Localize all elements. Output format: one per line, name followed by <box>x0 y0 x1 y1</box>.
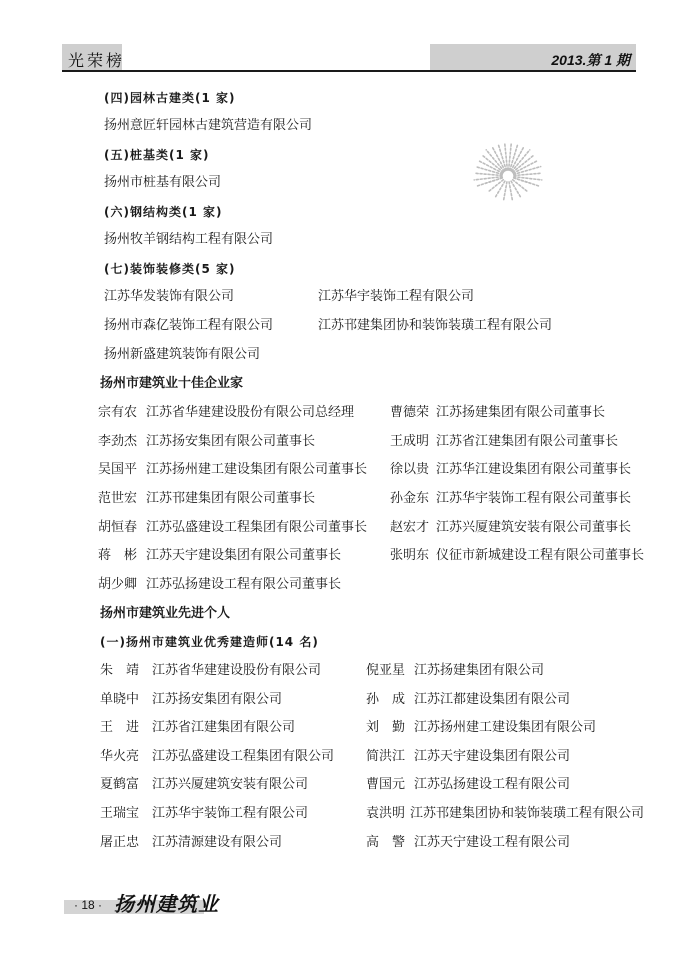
list-item: 扬州意匠轩园林古建筑营造有限公司 <box>104 118 313 133</box>
person-name: 徐以贵 <box>390 462 430 477</box>
person-name: 范世宏 <box>98 491 138 506</box>
person-title: 江苏扬建集团有限公司董事长 <box>436 405 606 420</box>
section-entrepreneurs-title: 扬州市建筑业十佳企业家 <box>100 376 244 391</box>
person-title: 江苏弘扬建设工程有限公司董事长 <box>146 577 342 592</box>
person-name: 宗有农 <box>98 405 138 420</box>
person-title: 江苏扬安集团有限公司董事长 <box>146 434 316 449</box>
person-name: 曹国元 <box>366 777 406 792</box>
firework-icon <box>460 140 556 220</box>
person-company: 江苏弘盛建设工程集团有限公司 <box>152 749 335 764</box>
person-company: 江苏华宇装饰工程有限公司 <box>152 806 309 821</box>
person-name: 朱 靖 <box>100 663 140 678</box>
person-company: 江苏扬安集团有限公司 <box>152 692 283 707</box>
person-name: 胡少卿 <box>98 577 138 592</box>
person-name: 简洪江 <box>366 749 406 764</box>
header-rule <box>62 70 636 72</box>
person-name: 屠正忠 <box>100 835 140 850</box>
person-name: 李劲杰 <box>98 434 138 449</box>
person-name: 袁洪明 <box>366 806 406 821</box>
list-item: 江苏华发装饰有限公司 <box>104 289 235 304</box>
person-title: 江苏扬州建工建设集团有限公司董事长 <box>146 462 368 477</box>
category-decoration-title: (七)装饰装修类(5 家) <box>104 262 236 276</box>
category-pile-title: (五)桩基类(1 家) <box>104 148 210 162</box>
category-steel-title: (六)钢结构类(1 家) <box>104 205 223 219</box>
person-name: 倪亚星 <box>366 663 406 678</box>
person-company: 江苏弘扬建设工程有限公司 <box>414 777 571 792</box>
person-name: 胡恒春 <box>98 520 138 535</box>
list-item: 江苏华宇装饰工程有限公司 <box>318 289 475 304</box>
person-title: 江苏省江建集团有限公司董事长 <box>436 434 619 449</box>
category-garden-title: (四)园林古建类(1 家) <box>104 91 236 105</box>
section-individuals-title: 扬州市建筑业先进个人 <box>100 606 231 621</box>
person-name: 赵宏才 <box>390 520 430 535</box>
person-name: 王成明 <box>390 434 430 449</box>
person-title: 江苏弘盛建设工程集团有限公司董事长 <box>146 520 368 535</box>
page-number: · 18 · <box>74 898 103 912</box>
person-title: 江苏省华建建设股份有限公司总经理 <box>146 405 355 420</box>
person-title: 仪征市新城建设工程有限公司董事长 <box>436 548 645 563</box>
list-item: 扬州新盛建筑装饰有限公司 <box>104 347 261 362</box>
person-company: 江苏江都建设集团有限公司 <box>414 692 571 707</box>
person-name: 单晓中 <box>100 692 140 707</box>
person-company: 江苏扬建集团有限公司 <box>414 663 545 678</box>
person-name: 蒋 彬 <box>98 548 138 563</box>
person-company: 江苏邗建集团协和装饰装璜工程有限公司 <box>410 806 645 821</box>
person-company: 江苏天宇建设集团有限公司 <box>414 749 571 764</box>
person-title: 江苏兴厦建筑安装有限公司董事长 <box>436 520 632 535</box>
person-name: 王瑞宝 <box>100 806 140 821</box>
person-title: 江苏华宇装饰工程有限公司董事长 <box>436 491 632 506</box>
page-title: 光荣榜 <box>68 51 126 70</box>
person-title: 江苏华江建设集团有限公司董事长 <box>436 462 632 477</box>
person-title: 江苏天宇建设集团有限公司董事长 <box>146 548 342 563</box>
person-name: 高 警 <box>366 835 406 850</box>
person-name: 孙 成 <box>366 692 406 707</box>
list-item: 扬州牧羊钢结构工程有限公司 <box>104 232 274 247</box>
person-company: 江苏兴厦建筑安装有限公司 <box>152 777 309 792</box>
person-title: 江苏邗建集团有限公司董事长 <box>146 491 316 506</box>
person-name: 曹德荣 <box>390 405 430 420</box>
issue-number: 2013.第 1 期 <box>551 52 630 68</box>
list-item: 扬州市桩基有限公司 <box>104 175 222 190</box>
list-item: 江苏邗建集团协和装饰装璜工程有限公司 <box>318 318 553 333</box>
subsection-builders-title: (一)扬州市建筑业优秀建造师(14 名) <box>100 635 319 649</box>
person-name: 吴国平 <box>98 462 138 477</box>
person-company: 江苏天宁建设工程有限公司 <box>414 835 571 850</box>
person-name: 夏鹤富 <box>100 777 140 792</box>
list-item: 扬州市森亿装饰工程有限公司 <box>104 318 274 333</box>
person-company: 江苏省华建建设股份有限公司 <box>152 663 322 678</box>
person-name: 王 进 <box>100 720 140 735</box>
person-company: 江苏扬州建工建设集团有限公司 <box>414 720 597 735</box>
person-name: 华火亮 <box>100 749 140 764</box>
magazine-logo: 扬州建筑业 <box>114 892 219 916</box>
person-company: 江苏清源建设有限公司 <box>152 835 283 850</box>
person-name: 张明东 <box>390 548 430 563</box>
person-company: 江苏省江建集团有限公司 <box>152 720 296 735</box>
person-name: 孙金东 <box>390 491 430 506</box>
person-name: 刘 勤 <box>366 720 406 735</box>
